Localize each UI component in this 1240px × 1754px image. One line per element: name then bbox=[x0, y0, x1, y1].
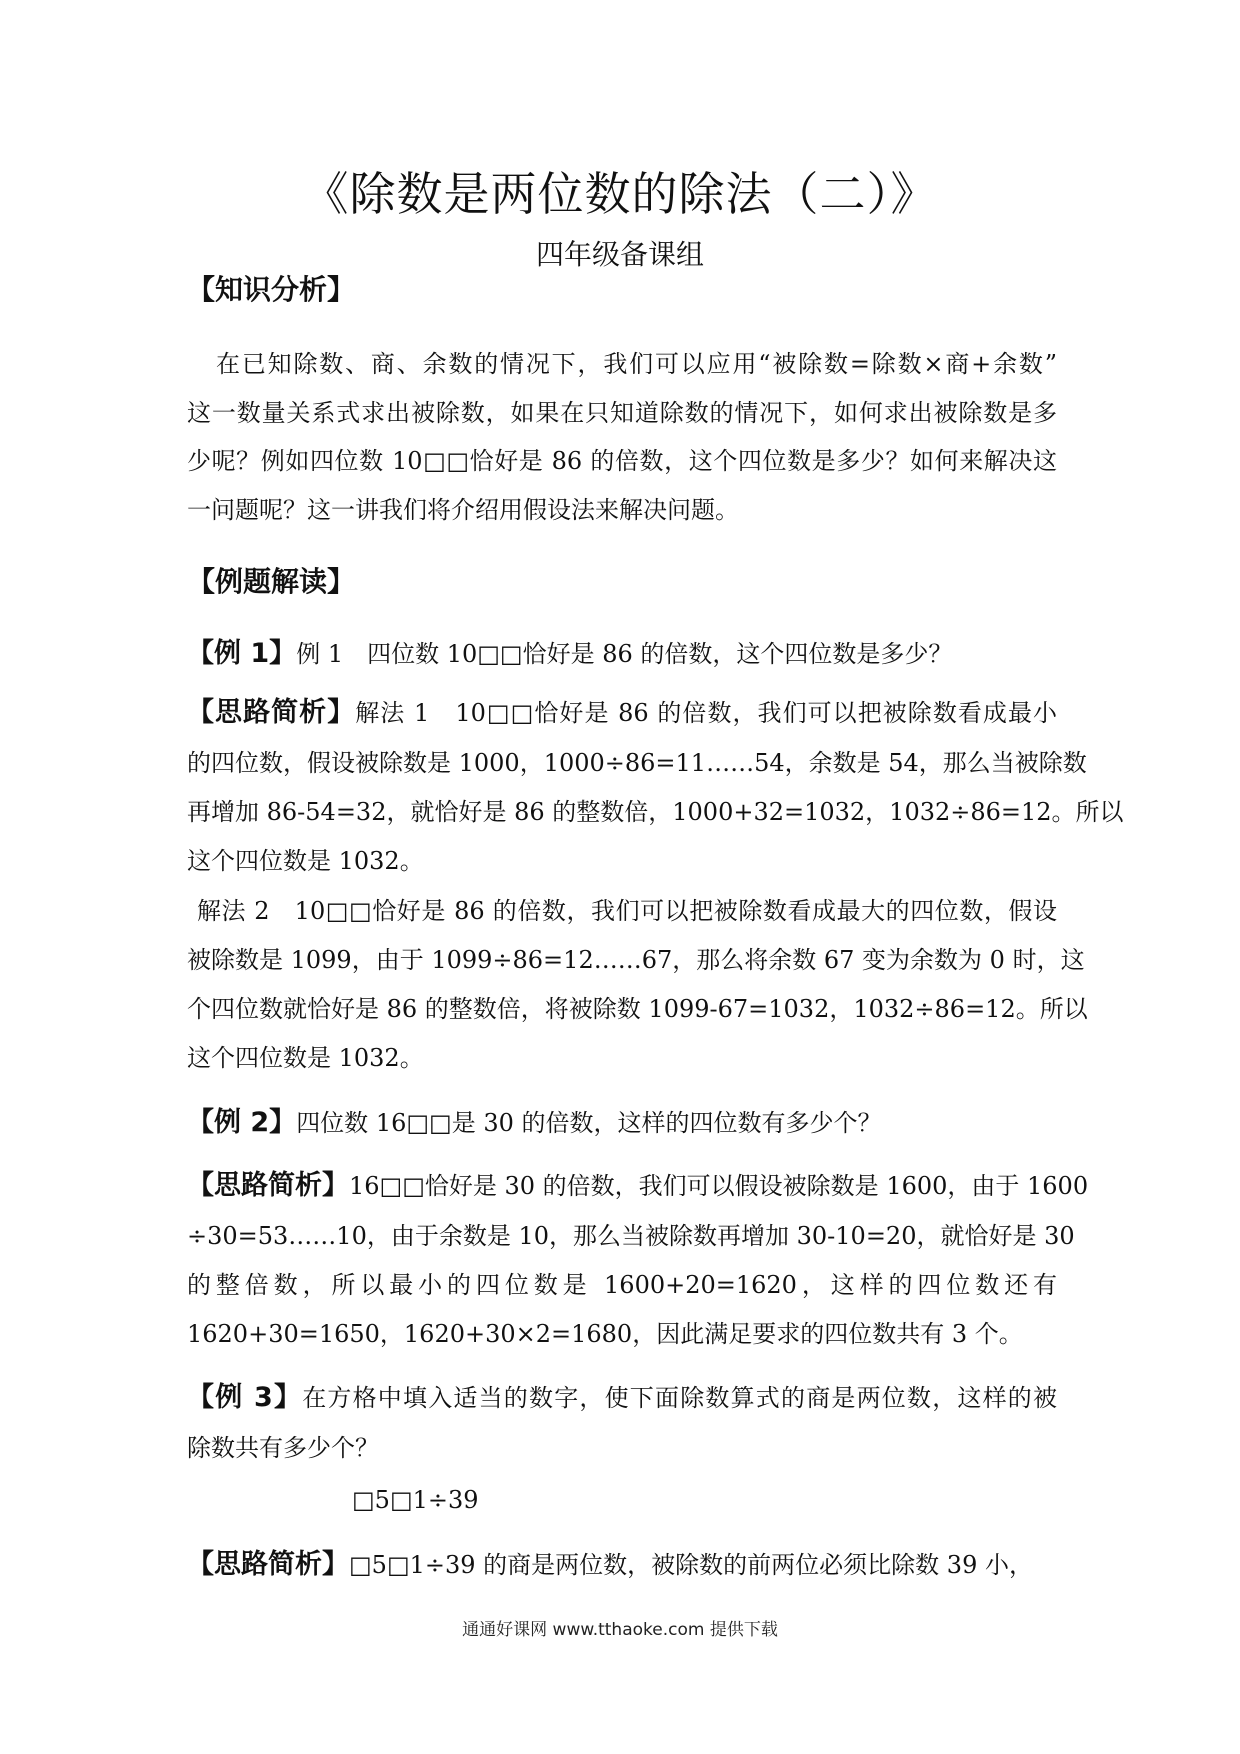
intro-line-1: 在已知除数、商、余数的情况下，我们可以应用“被除数=除数×商+余数” bbox=[216, 350, 1057, 378]
example-2-text: 四位数 16□□是 30 的倍数，这样的四位数有多少个？ bbox=[296, 1109, 882, 1137]
example-1-solution-2-line-1: 解法 2 10□□恰好是 86 的倍数，我们可以把被除数看成最大的四位数，假设 bbox=[197, 897, 1057, 925]
example-1-solution-1-start: 解法 1 10□□恰好是 86 的倍数，我们可以把被除数看成最小 bbox=[355, 699, 1057, 727]
example-3-text: 在方格中填入适当的数字，使下面除数算式的商是两位数，这样的被 bbox=[302, 1384, 1058, 1412]
example-1-solution-2-line-2: 被除数是 1099，由于 1099÷86=12……67，那么将余数 67 变为余数为 0 时，这 bbox=[187, 946, 1085, 974]
example-2-analysis-line-2: ÷30=53……10，由于余数是 10，那么当被除数再增加 30-10=20，就恰好是 30 bbox=[187, 1222, 1075, 1250]
example-1-solution-1-line-3: 再增加 86-54=32，就恰好是 86 的整数倍，1000+32=1032，1032÷86=12。所以 bbox=[187, 798, 1124, 826]
document-subtitle: 四年级备课组 bbox=[535, 238, 704, 271]
example-3-question-line-2: 除数共有多少个？ bbox=[187, 1434, 379, 1462]
example-1-solution-1-line-2: 的四位数，假设被除数是 1000，1000÷86=11……54，余数是 54，那么当被除数 bbox=[187, 749, 1087, 777]
example-2-tag: 【例 2】 bbox=[187, 1107, 297, 1138]
section-heading-knowledge: 【知识分析】 bbox=[187, 273, 356, 306]
example-2-analysis-line-3: 的整倍数，所以最小的四位数是 1600+20=1620，这样的四位数还有 bbox=[187, 1271, 1057, 1299]
section-heading-examples: 【例题解读】 bbox=[187, 565, 356, 598]
page-footer: 通通好课网 www.tthaoke.com 提供下载 bbox=[462, 1620, 778, 1640]
example-1-tag: 【例 1】 bbox=[187, 638, 297, 669]
example-2-analysis-start: 16□□恰好是 30 的倍数，我们可以假设被除数是 1600，由于 1600 bbox=[349, 1172, 1089, 1200]
document-title: 《除数是两位数的除法（二）》 bbox=[302, 167, 938, 221]
analysis-tag: 【思路简析】 bbox=[187, 697, 356, 728]
example-1-question bbox=[187, 631, 1057, 670]
intro-line-2: 这一数量关系式求出被除数，如果在只知道除数的情况下，如何求出被除数是多 bbox=[187, 399, 1057, 427]
example-3-tag: 【例 3】 bbox=[187, 1382, 303, 1413]
example-1-solution-2-line-4: 这个四位数是 1032。 bbox=[187, 1044, 424, 1072]
example-1-solution-1-line-4: 这个四位数是 1032。 bbox=[187, 847, 424, 875]
intro-line-3: 少呢？例如四位数 10□□恰好是 86 的倍数，这个四位数是多少？如何来解决这 bbox=[187, 447, 1057, 475]
example-2-analysis-line-1 bbox=[187, 1163, 1089, 1202]
analysis-tag: 【思路简析】 bbox=[187, 1549, 349, 1580]
example-2-question bbox=[187, 1100, 1057, 1139]
example-3-analysis-line-1 bbox=[187, 1542, 1057, 1581]
example-1-text: 例 1 四位数 10□□恰好是 86 的倍数，这个四位数是多少？ bbox=[296, 640, 953, 668]
example-3-analysis-start: □5□1÷39 的商是两位数，被除数的前两位必须比除数 39 小， bbox=[349, 1551, 1033, 1579]
example-1-solution-2-line-3: 个四位数就恰好是 86 的整数倍，将被除数 1099-67=1032，1032÷86=12。所以 bbox=[187, 995, 1088, 1023]
example-3-expression: □5□1÷39 bbox=[352, 1486, 479, 1514]
example-2-analysis-line-4: 1620+30=1650，1620+30×2=1680，因此满足要求的四位数共有 3 个。 bbox=[187, 1320, 1023, 1348]
example-3-question-line-1 bbox=[187, 1375, 1057, 1414]
intro-line-4: 一问题呢？这一讲我们将介绍用假设法来解决问题。 bbox=[187, 496, 739, 524]
example-1-analysis-line-1 bbox=[187, 690, 1057, 729]
analysis-tag: 【思路简析】 bbox=[187, 1170, 349, 1201]
